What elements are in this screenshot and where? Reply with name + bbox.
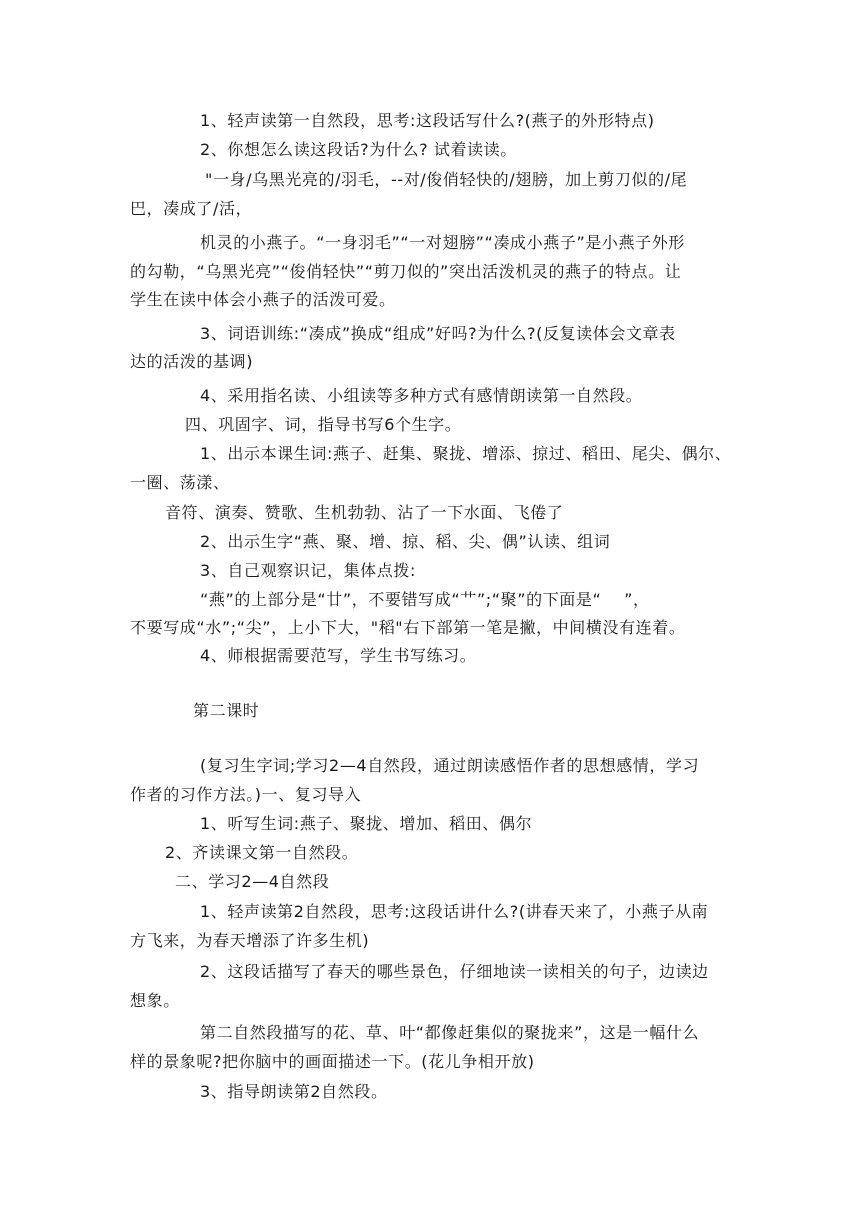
text-line: 不要写成“水”;“尖”，上小下大，"稻"右下部第一笔是撇，中间横没有连着。 bbox=[130, 618, 686, 637]
section-heading: 第二课时 bbox=[193, 701, 260, 720]
text-line: (复习生字词;学习2—4自然段，通过朗读感悟作者的思想感情，学习 bbox=[200, 756, 700, 775]
text-line: 达的活泼的基调) bbox=[130, 352, 254, 371]
text-line: 机灵的小燕子。“一身羽毛”“一对翅膀”“凑成小燕子”是小燕子外形 bbox=[200, 233, 685, 252]
text-line: 1、轻声读第2自然段，思考:这段话讲什么?(讲春天来了，小燕子从南 bbox=[200, 902, 709, 921]
text-line: 样的景象呢?把你脑中的画面描述一下。(花儿争相开放) bbox=[130, 1052, 535, 1071]
text-line: 2、这段话描写了春天的哪些景色，仔细地读一读相关的句子，边读边 bbox=[200, 962, 709, 981]
text-line: 3、指导朗读第2自然段。 bbox=[200, 1082, 388, 1101]
text-line: 2、你想怎么读这段话?为什么? 试着读读。 bbox=[200, 140, 517, 159]
text-line: 2、出示生字“燕、聚、增、掠、稻、尖、偶”认读、组词 bbox=[200, 532, 611, 551]
text-line: 1、听写生词:燕子、聚拢、增加、稻田、偶尔 bbox=[200, 814, 533, 833]
text-line: 二、学习2—4自然段 bbox=[175, 872, 330, 891]
text-line: 4、采用指名读、小组读等多种方式有感情朗读第一自然段。 bbox=[200, 386, 643, 405]
text-line: 1、轻声读第一自然段，思考:这段话写什么?(燕子的外形特点) bbox=[200, 111, 655, 130]
text-line: “燕”的上部分是“廿”，不要错写成“艹”;“聚”的下面是“ ”， bbox=[200, 590, 650, 609]
text-line: 学生在读中体会小燕子的活泼可爱。 bbox=[130, 290, 396, 309]
text-line: 的勾勒，“乌黑光亮”“俊俏轻快”“剪刀似的”突出活泼机灵的燕子的特点。让 bbox=[130, 262, 682, 281]
text-line: 巴，凑成了/活， bbox=[130, 199, 253, 218]
text-line: 作者的习作方法。)一、复习导入 bbox=[130, 785, 362, 804]
text-line: 方飞来，为春天增添了许多生机) bbox=[130, 931, 370, 950]
text-line: "一身/乌黑光亮的/羽毛，--对/俊俏轻快的/翅膀，加上剪刀似的/尾 bbox=[205, 170, 688, 189]
text-line: 第二自然段描写的花、草、叶“都像赶集似的聚拢来”，这是一幅什么 bbox=[200, 1023, 700, 1042]
text-line: 4、师根据需要范写，学生书写练习。 bbox=[200, 646, 477, 665]
text-line: 3、自己观察识记，集体点拨: bbox=[200, 561, 416, 580]
text-line: 四、巩固字、词，指导书写6个生字。 bbox=[185, 415, 462, 434]
text-line: 想象。 bbox=[130, 991, 180, 1010]
text-line: 音符、演奏、赞歌、生机勃勃、沾了一下水面、飞倦了 bbox=[165, 503, 564, 522]
text-line: 1、出示本课生词:燕子、赶集、聚拢、增添、掠过、稻田、尾尖、偶尔、 bbox=[200, 444, 732, 463]
text-line: 3、词语训练:“凑成”换成“组成”好吗?为什么?(反复读体会文章表 bbox=[200, 324, 676, 343]
text-line: 2、齐读课文第一自然段。 bbox=[165, 843, 359, 862]
text-line: 一圈、荡漾、 bbox=[130, 473, 230, 492]
